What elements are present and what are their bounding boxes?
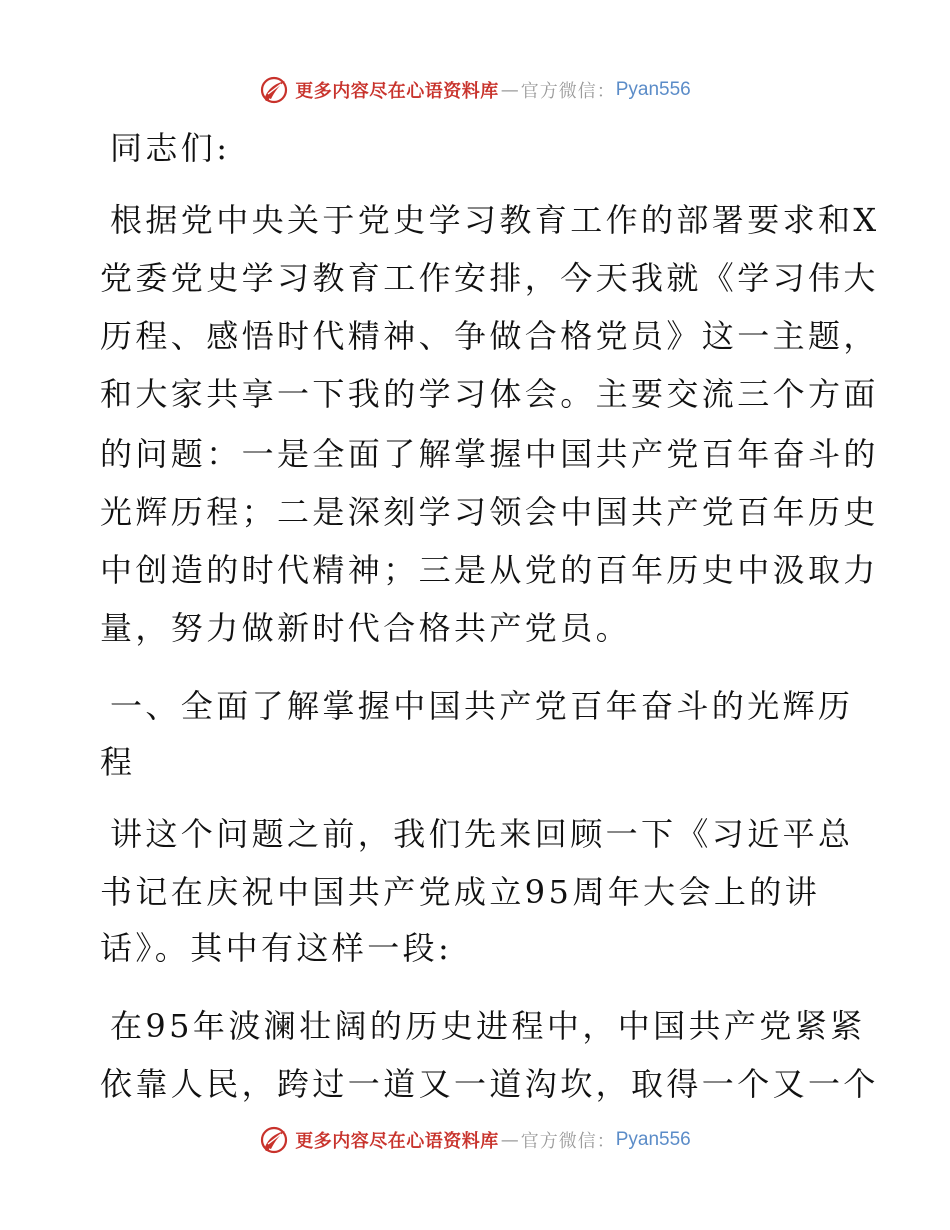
paragraph-line: 量，努力做新时代合格共产党员。 bbox=[100, 609, 632, 647]
paragraph-line: 在95年波澜壮阔的历史进程中，中国共产党紧紧 bbox=[110, 1007, 866, 1045]
footer-watermark-banner bbox=[0, 1120, 950, 1160]
paragraph-line: 党委党史学习教育工作安排，今天我就《学习伟大 bbox=[100, 259, 879, 297]
banner-wechat-label: 官方微信： bbox=[520, 81, 616, 102]
paragraph-line: 依靠人民，跨过一道又一道沟坎，取得一个又一个 bbox=[100, 1065, 879, 1103]
paragraph-line: 中创造的时代精神；三是从党的百年历史中汲取力 bbox=[100, 551, 879, 589]
salutation-line: 同志们: bbox=[110, 129, 231, 167]
banner-wechat-label: 官方微信： bbox=[520, 1131, 616, 1152]
paragraph-line: 和大家共享一下我的学习体会。主要交流三个方面 bbox=[100, 375, 879, 413]
ink-brush-logo-icon bbox=[259, 1125, 289, 1155]
banner-wechat-id: Pyan556 bbox=[615, 79, 691, 100]
paragraph-line: 光辉历程；二是深刻学习领会中国共产党百年历史 bbox=[100, 493, 879, 531]
banner-site-text: 更多内容尽在心语资料库 bbox=[295, 81, 499, 102]
paragraph-line: 话》。其中有这样一段: bbox=[100, 929, 453, 967]
banner-dash: — bbox=[500, 79, 519, 101]
paragraph-line: 历程、感悟时代精神、争做合格党员》这一主题， bbox=[100, 317, 879, 355]
banner-site-text: 更多内容尽在心语资料库 bbox=[295, 1131, 499, 1152]
paragraph-line: 根据党中央关于党史学习教育工作的部署要求和X bbox=[110, 201, 880, 239]
paragraph-line: 讲这个问题之前，我们先来回顾一下《习近平总 bbox=[110, 815, 854, 853]
section-heading-line: 程 bbox=[100, 743, 136, 781]
banner-dash: — bbox=[500, 1129, 519, 1151]
section-heading-line: 一、全面了解掌握中国共产党百年奋斗的光辉历 bbox=[110, 687, 854, 725]
paragraph-line: 书记在庆祝中国共产党成立95周年大会上的讲 bbox=[100, 873, 821, 911]
banner-wechat-id: Pyan556 bbox=[615, 1129, 691, 1150]
paragraph-line: 的问题：一是全面了解掌握中国共产党百年奋斗的 bbox=[100, 435, 879, 473]
